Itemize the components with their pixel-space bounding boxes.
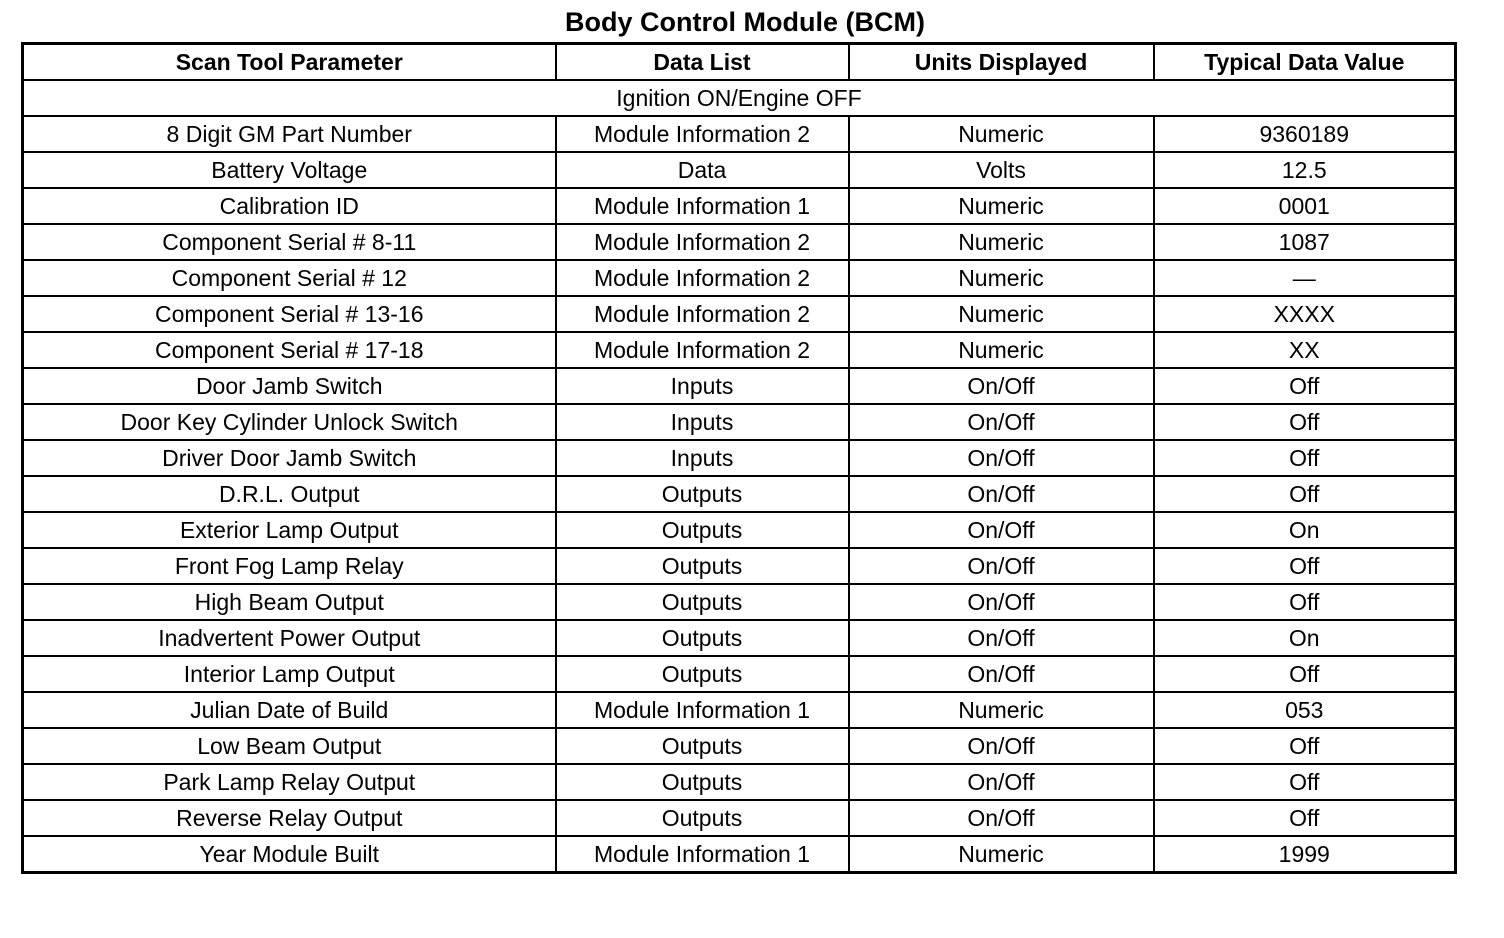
table-row bbox=[23, 584, 1456, 620]
units-cell: On/Off bbox=[849, 476, 1154, 512]
parameter-cell: Inadvertent Power Output bbox=[23, 620, 556, 656]
data-list-cell: Outputs bbox=[556, 764, 849, 800]
units-cell: On/Off bbox=[849, 404, 1154, 440]
data-list-cell: Data bbox=[556, 152, 849, 188]
units-cell: On/Off bbox=[849, 764, 1154, 800]
data-list-cell: Inputs bbox=[556, 404, 849, 440]
parameter-cell: Battery Voltage bbox=[23, 152, 556, 188]
typical-value-cell: 1999 bbox=[1154, 836, 1456, 873]
typical-value-cell: 0001 bbox=[1154, 188, 1456, 224]
table-row bbox=[23, 332, 1456, 368]
units-cell: On/Off bbox=[849, 620, 1154, 656]
data-list-cell: Inputs bbox=[556, 368, 849, 404]
table-row bbox=[23, 836, 1456, 873]
condition-label: Ignition ON/Engine OFF bbox=[23, 80, 1456, 116]
table-row bbox=[23, 728, 1456, 764]
parameter-cell: Door Jamb Switch bbox=[23, 368, 556, 404]
units-cell: On/Off bbox=[849, 440, 1154, 476]
units-cell: On/Off bbox=[849, 512, 1154, 548]
table-row bbox=[23, 476, 1456, 512]
parameter-cell: Reverse Relay Output bbox=[23, 800, 556, 836]
typical-value-cell: 12.5 bbox=[1154, 152, 1456, 188]
typical-value-cell: Off bbox=[1154, 656, 1456, 692]
typical-value-cell: Off bbox=[1154, 764, 1456, 800]
data-list-cell: Module Information 2 bbox=[556, 116, 849, 152]
table-row bbox=[23, 440, 1456, 476]
column-header-data-list: Data List bbox=[556, 44, 849, 81]
typical-value-cell: On bbox=[1154, 512, 1456, 548]
typical-value-cell: — bbox=[1154, 260, 1456, 296]
table-row bbox=[23, 116, 1456, 152]
data-list-cell: Outputs bbox=[556, 656, 849, 692]
parameter-cell: Julian Date of Build bbox=[23, 692, 556, 728]
data-list-cell: Outputs bbox=[556, 728, 849, 764]
units-cell: Numeric bbox=[849, 692, 1154, 728]
data-list-cell: Outputs bbox=[556, 800, 849, 836]
data-list-cell: Module Information 1 bbox=[556, 692, 849, 728]
table-row bbox=[23, 620, 1456, 656]
units-cell: Volts bbox=[849, 152, 1154, 188]
typical-value-cell: Off bbox=[1154, 728, 1456, 764]
header-row bbox=[23, 44, 1456, 81]
units-cell: On/Off bbox=[849, 800, 1154, 836]
typical-value-cell: Off bbox=[1154, 368, 1456, 404]
typical-value-cell: Off bbox=[1154, 404, 1456, 440]
column-header-typical-data-value: Typical Data Value bbox=[1154, 44, 1456, 81]
parameter-cell: Door Key Cylinder Unlock Switch bbox=[23, 404, 556, 440]
parameter-cell: Driver Door Jamb Switch bbox=[23, 440, 556, 476]
typical-value-cell: Off bbox=[1154, 584, 1456, 620]
table-row bbox=[23, 260, 1456, 296]
column-header-scan-tool-parameter: Scan Tool Parameter bbox=[23, 44, 556, 81]
units-cell: On/Off bbox=[849, 728, 1154, 764]
parameter-cell: High Beam Output bbox=[23, 584, 556, 620]
data-list-cell: Module Information 1 bbox=[556, 188, 849, 224]
parameter-cell: Exterior Lamp Output bbox=[23, 512, 556, 548]
data-list-cell: Inputs bbox=[556, 440, 849, 476]
data-list-cell: Module Information 2 bbox=[556, 332, 849, 368]
parameter-cell: Component Serial # 17-18 bbox=[23, 332, 556, 368]
data-list-cell: Module Information 2 bbox=[556, 224, 849, 260]
table-row bbox=[23, 152, 1456, 188]
table-row bbox=[23, 188, 1456, 224]
typical-value-cell: 053 bbox=[1154, 692, 1456, 728]
typical-value-cell: XX bbox=[1154, 332, 1456, 368]
data-list-cell: Module Information 1 bbox=[556, 836, 849, 873]
units-cell: Numeric bbox=[849, 296, 1154, 332]
units-cell: Numeric bbox=[849, 116, 1154, 152]
parameter-cell: Front Fog Lamp Relay bbox=[23, 548, 556, 584]
table-row bbox=[23, 656, 1456, 692]
data-list-cell: Module Information 2 bbox=[556, 296, 849, 332]
parameter-cell: Component Serial # 13-16 bbox=[23, 296, 556, 332]
typical-value-cell: 1087 bbox=[1154, 224, 1456, 260]
table-row bbox=[23, 224, 1456, 260]
data-list-cell: Module Information 2 bbox=[556, 260, 849, 296]
table-row bbox=[23, 368, 1456, 404]
units-cell: On/Off bbox=[849, 584, 1154, 620]
table-row bbox=[23, 296, 1456, 332]
parameter-cell: Year Module Built bbox=[23, 836, 556, 873]
units-cell: On/Off bbox=[849, 656, 1154, 692]
condition-row bbox=[23, 80, 1456, 116]
typical-value-cell: Off bbox=[1154, 440, 1456, 476]
units-cell: Numeric bbox=[849, 260, 1154, 296]
table-row bbox=[23, 512, 1456, 548]
units-cell: Numeric bbox=[849, 332, 1154, 368]
typical-value-cell: Off bbox=[1154, 548, 1456, 584]
page-title: Body Control Module (BCM) bbox=[565, 7, 925, 37]
data-list-cell: Outputs bbox=[556, 548, 849, 584]
data-list-cell: Outputs bbox=[556, 512, 849, 548]
parameter-cell: Component Serial # 8-11 bbox=[23, 224, 556, 260]
typical-value-cell: XXXX bbox=[1154, 296, 1456, 332]
table-row bbox=[23, 764, 1456, 800]
parameter-cell: Low Beam Output bbox=[23, 728, 556, 764]
units-cell: On/Off bbox=[849, 548, 1154, 584]
units-cell: Numeric bbox=[849, 224, 1154, 260]
units-cell: Numeric bbox=[849, 836, 1154, 873]
typical-value-cell: 9360189 bbox=[1154, 116, 1456, 152]
parameter-cell: D.R.L. Output bbox=[23, 476, 556, 512]
typical-value-cell: On bbox=[1154, 620, 1456, 656]
parameter-cell: Component Serial # 12 bbox=[23, 260, 556, 296]
bcm-data-table bbox=[21, 42, 1457, 874]
column-header-units-displayed: Units Displayed bbox=[849, 44, 1154, 81]
parameter-cell: Interior Lamp Output bbox=[23, 656, 556, 692]
data-list-cell: Outputs bbox=[556, 584, 849, 620]
table-row bbox=[23, 800, 1456, 836]
parameter-cell: 8 Digit GM Part Number bbox=[23, 116, 556, 152]
table-row bbox=[23, 404, 1456, 440]
parameter-cell: Calibration ID bbox=[23, 188, 556, 224]
units-cell: On/Off bbox=[849, 368, 1154, 404]
typical-value-cell: Off bbox=[1154, 476, 1456, 512]
table-row bbox=[23, 692, 1456, 728]
units-cell: Numeric bbox=[849, 188, 1154, 224]
data-list-cell: Outputs bbox=[556, 476, 849, 512]
typical-value-cell: Off bbox=[1154, 800, 1456, 836]
data-list-cell: Outputs bbox=[556, 620, 849, 656]
table-row bbox=[23, 548, 1456, 584]
parameter-cell: Park Lamp Relay Output bbox=[23, 764, 556, 800]
